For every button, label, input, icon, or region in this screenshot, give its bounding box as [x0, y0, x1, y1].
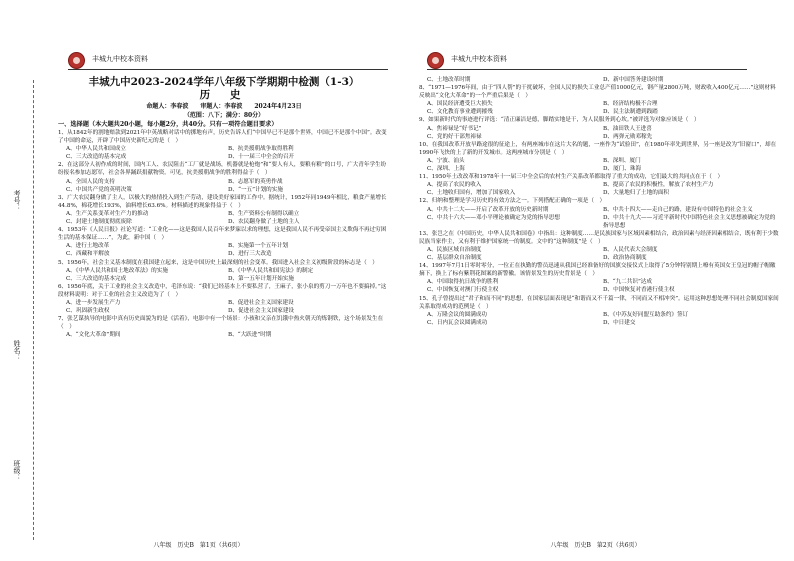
question — [58, 259, 390, 283]
option-list — [58, 178, 390, 194]
binding-line — [33, 80, 34, 540]
class-label: 班级： — [13, 460, 21, 481]
answer-option: D、“一五”计划的实施 — [228, 186, 283, 193]
answer-option: D、进行三大改造 — [228, 251, 272, 258]
answer-option: B、生产资料公有制得以确立 — [228, 210, 300, 217]
question — [58, 283, 390, 315]
answer-option: A、进一步发展生产力 — [66, 299, 121, 306]
question-stem: 14、1997年7月1日零时零分，一位正在执勤的警员迅速从我国已经准备好的国旗交接仪式上取得了5分钟特别期上嘹有英国女王皇冠的帽子帽徽摘下，换上了标有紫荆花图案的新警徽。该情景发生的历史背景是（ ） — [419, 263, 776, 278]
answer-option: C、党的好干部焦裕禄 — [427, 133, 482, 140]
option-list — [419, 181, 779, 197]
page-footer: 八年级 历史B 第1页（共6页） — [153, 542, 244, 549]
exam-no-label: 考号： — [13, 190, 21, 211]
answer-option: B、深圳、厦门 — [603, 157, 641, 164]
question — [419, 262, 779, 294]
question — [419, 76, 779, 84]
question-stem: 7、张艺谋执导的电影中真有历史面貌为的是《活着》，电影中有一个场景：小孩和父亲在饥饿中热火朝天的炼钢铁，这个场景发生在（ ） — [58, 316, 384, 331]
answer-option: A、提高了农民的收入 — [427, 182, 482, 189]
option-list — [58, 299, 390, 315]
answer-option: C、三大改造的基本完成 — [66, 275, 127, 282]
answer-option: D、农民翻身做了土地的主人 — [228, 219, 300, 226]
question — [419, 197, 779, 229]
right-content — [419, 76, 779, 327]
page-footer: 八年级 历史B 第2页（共6页） — [550, 542, 641, 549]
answer-option: D、促进社会主义国家建设 — [228, 308, 295, 315]
question — [58, 226, 390, 258]
answer-option: D、新中国答务建设时期 — [603, 77, 664, 83]
question-stem: 12、归纳和整理是学习历史的有效方法之一。下列搭配正确的一项是（ ） — [419, 198, 606, 205]
answer-option: A、中共十二大——开启了改革开放的历史新时期 — [427, 206, 549, 213]
answer-option: B、中共十四大——走自己的路，建设有中国特色的社会主义 — [603, 206, 753, 213]
answer-option: D、政治协商制度 — [603, 255, 647, 262]
school-logo-icon — [68, 52, 85, 69]
question-stem: 8、“1971—1976年间，由于“四人帮”的干扰破坏，全国人民的损失工业总产值1000亿元，钢产量2800万吨，财政收入400亿元……”这则材料反映出“文化大革命”的一个严重后果是（ ） — [419, 85, 776, 100]
option-list — [419, 157, 779, 173]
answer-option: C、中国共产党的英明决策 — [66, 186, 132, 193]
question — [58, 315, 390, 339]
answer-option: B、《中华人民共和国宪法》的制定 — [228, 267, 314, 274]
answer-option: C、文化教育事业遭到摧残 — [427, 109, 493, 116]
page-header — [68, 52, 388, 70]
question-stem: 13、张岂之在《中国历史，中华人民共和国卷》中指出：这种制度……是民族国家与区域因素相结合，政治因素与经济因素相结合，既有利于少数民族当家作主，又有利于维护国家统一的制度。文中的“这种制度”是（ ） — [419, 230, 779, 245]
answer-option: D、中国恢复对香港行使主权 — [603, 287, 675, 294]
answer-option: A、全国人民的支持 — [66, 178, 115, 185]
exam-meta: 命题人：李春波 审题人：李春波 2024年4月23日 — [146, 103, 302, 110]
answer-option: C、封建土地制度彻底废除 — [66, 219, 132, 226]
answer-option: B、实施第一个五年计划 — [228, 243, 289, 250]
answer-option: B、提高了农民的积极性，解放了农村生产力 — [603, 182, 714, 189]
school-logo-icon — [427, 52, 444, 69]
option-list — [419, 206, 779, 230]
answer-option: C、中共十六大——邓小平理论被确定为党的指导思想 — [427, 214, 560, 221]
answer-option: B、油田铁人王进喜 — [603, 125, 652, 132]
option-list — [58, 145, 390, 161]
option-list — [58, 242, 390, 258]
question-stem: 6、1956年底，关于工业的社会主义改造中，毛泽东说：“我们已经基本上不要私营了，王麻子，张小泉的剪刀一万年也不要搞掉。”这段材料说明：对于工业的社会主义改造为了（ ） — [58, 283, 387, 298]
answer-option: D、十一届三中全会的召开 — [228, 154, 295, 161]
answer-option: A、宁波、汕头 — [427, 157, 465, 164]
question-stem: 4、1953年《人民日报》社论写道：“工业化——这是我国人民百年来梦寐以求的理想，这是我国人民不再受帝国主义欺侮不再过穷困生活的基本保证……”，为此，新中国（ ） — [58, 227, 387, 242]
answer-option: A、万隆会议的圆满成功 — [427, 311, 487, 318]
answer-option: B、促进社会主义国家建设 — [228, 299, 294, 306]
answer-option: C、日内瓦会议圆满成功 — [427, 319, 488, 326]
answer-option: A、焦裕禄是“好书记” — [427, 125, 482, 132]
right-page — [397, 0, 794, 561]
question-list — [419, 76, 779, 327]
left-content — [58, 76, 390, 339]
answer-option: A、生产关系变革对生产力的推动 — [66, 210, 149, 217]
exam-title: 丰城九中2023-2024学年八年级下学期期中检测（1-3） — [88, 76, 360, 88]
option-list — [419, 100, 779, 116]
answer-option: D、厦门、珠海 — [603, 166, 642, 173]
answer-option: D、第一五年计划开始实施 — [228, 275, 295, 282]
question-stem: 3、广大农民翻身做了主人，以极大的热情投入到生产劳动，建设美好家园的工作中。据统计，1952年同1949年相比，粮食产量增长44.8%，棉花增长193%，油料增长63.6%。材料描述的现象得益于（ ） — [58, 194, 387, 209]
header-divider — [68, 69, 388, 70]
answer-option: A、“文化大革命”期间 — [66, 332, 121, 339]
answer-option: C、中国恢复对澳门行使主权 — [427, 287, 499, 294]
answer-option: B、志愿军的英勇作战 — [228, 178, 283, 185]
option-list — [419, 311, 779, 327]
option-list — [58, 267, 390, 283]
answer-option: A、国民经济遭受巨大损失 — [427, 101, 493, 108]
answer-option: B、“大跃进”时期 — [228, 332, 272, 339]
answer-option: C、土地改革时期 — [427, 77, 471, 83]
question-stem: 15、孔子曾提出过“君子和而不同”的思想，在国家层面表现是“和谐而又不千篇一律，不同而又不相冲突”。运用这种思想处理不同社会制度国家间关系取得成功的范例是（ ） — [419, 295, 779, 310]
answer-option: C、三大改造的基本完成 — [66, 154, 127, 161]
answer-option: A、中华人民共和国成立 — [66, 146, 126, 153]
question-stem: 2、在这部分人初作成的时间，国内工人、农民阻击“工厂就是战场，机器就是枪炮”和“要人有人，要粮有粮”的口号，广大青年学生纷纷报名参加志愿军，社会各界踊跃捐献物资。可见，抗美援朝战争的胜利得益于（ ） — [58, 162, 387, 177]
question-stem: 1、从1842年的割地赔款到2021年中英战略对话中的掷地有声，历史告诉人们“中国早已不是那个世界，中国已不是那个中国”。改变了中国的命运，开辟了中国历史新纪元的是（ ） — [58, 130, 387, 145]
answer-option: B、“九二共识”达成 — [603, 279, 652, 286]
answer-option: D、两弹元勋邓稼先 — [603, 133, 653, 140]
option-list — [419, 125, 779, 141]
question — [419, 116, 779, 140]
page-header — [427, 52, 747, 70]
question-stem: 9、如果新时代的事迹进行评选：“清正廉洁是德，脚踏实地是干，为人民服务到心坎。”被评选为对象应该是（ ） — [419, 117, 700, 124]
school-label: 丰城九中校本资料 — [92, 55, 148, 63]
question — [419, 141, 779, 173]
option-list — [58, 210, 390, 226]
question — [419, 295, 779, 327]
option-list — [58, 331, 390, 339]
question — [419, 173, 779, 197]
answer-option: C、西藏和平解放 — [66, 251, 110, 258]
school-label: 丰城九中校本资料 — [451, 55, 507, 63]
option-list — [419, 246, 779, 262]
question — [58, 129, 390, 161]
question — [58, 194, 390, 226]
name-label: 姓名： — [13, 340, 21, 361]
answer-option: B、《中苏友好同盟互助条约》签订 — [603, 311, 689, 318]
question-stem: 11、1950年土改改革和1978年十一届三中全会后的农村生产关系改革都取得了重大的成功，它们最大的共同点在于（ ） — [419, 174, 724, 181]
question — [419, 230, 779, 262]
answer-option: A、《中华人民共和国土地改革法》的实施 — [66, 267, 168, 274]
answer-option: B、经济结构极不合理 — [603, 101, 658, 108]
header-divider — [427, 69, 747, 70]
answer-option: D、中日建交 — [603, 319, 636, 326]
question — [419, 84, 779, 116]
exam-scope: （范围：八下；满分：80分） — [183, 112, 265, 119]
answer-option: B、抗美援朝战争取得胜利 — [228, 146, 294, 153]
section-heading: 一、选择题（本大题共20小题，每小题2分，共40分。只有一项符合题目要求） — [58, 121, 278, 128]
answer-option: D、大量地归了土地的面积 — [603, 190, 670, 197]
option-list — [419, 278, 779, 294]
answer-option: A、民族区域自治制度 — [427, 246, 482, 253]
answer-option: C、深圳、上海 — [427, 166, 465, 173]
question-stem: 10、在我国改革开放早路途很的征途上，有两座城市在这片大名的题，一座作为“试验田”，在1980年率先到世界，另一座是改为“旧窗口”，却在1990年飞快的上了新的开发城市。这两座城市分别是（ ） — [419, 141, 777, 156]
exam-subject: 历 史 — [199, 89, 249, 101]
answer-option: B、人民代表大会制度 — [603, 246, 658, 253]
answer-option: D、中共十九大——习近平新时代中国特色社会主义思想被确定为党的指导思想 — [603, 214, 776, 229]
answer-option: A、进行土地改革 — [66, 243, 110, 250]
answer-option: C、基层群众自治制度 — [427, 255, 482, 262]
answer-option: C、土地收归国有，增加了国家收入 — [427, 190, 516, 197]
option-list — [419, 76, 779, 84]
answer-option: D、民主法制遭到践踏 — [603, 109, 658, 116]
question-stem: 5、1956年，社会主义基本制度在我国建立起来，这是中国历史上最深刻的社会变革。我国进入社会主义初级阶段的标志是（ ） — [58, 259, 378, 266]
answer-option: C、巩固新生政权 — [66, 308, 110, 315]
binding-margin — [0, 70, 44, 550]
question-list — [58, 129, 390, 339]
question — [58, 161, 390, 193]
answer-option: A、中国取得抗日战争的胜利 — [427, 279, 499, 286]
